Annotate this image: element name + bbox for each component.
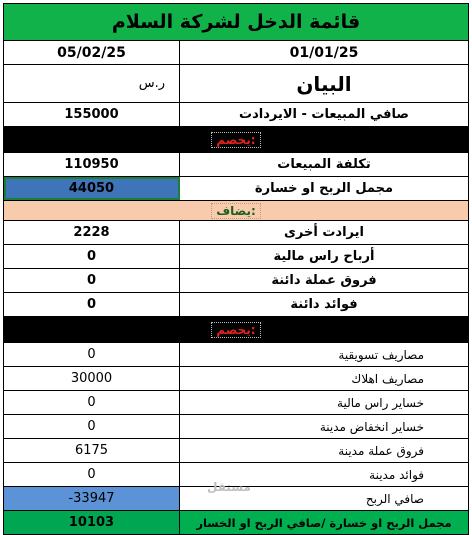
add-section-row xyxy=(4,201,468,221)
deduct-section-row-1 xyxy=(4,127,468,153)
gross-profit-label[interactable]: مجمل الربح او خسارة xyxy=(254,181,394,196)
other-income-row xyxy=(4,221,468,245)
depreciation-label[interactable]: مصاريف اهلاك xyxy=(351,371,424,386)
fx-credit-value[interactable]: 0 xyxy=(4,269,180,292)
gross-profit-value[interactable]: 44050 xyxy=(4,177,180,200)
fx-debit-value[interactable]: 6175 xyxy=(4,439,180,462)
interest-debit-label[interactable]: فوائد مدينة xyxy=(369,467,424,482)
marketing-row xyxy=(4,343,468,367)
total-label[interactable]: مجمل الربح او خسارة /صافي الربح او الخسار xyxy=(180,511,468,534)
cogs-label[interactable]: تكلفة المبيعات xyxy=(277,157,371,172)
add-label-cell[interactable] xyxy=(4,201,468,220)
interest-credit-value[interactable]: 0 xyxy=(4,293,180,316)
title-row xyxy=(4,4,468,41)
income-statement-sheet xyxy=(3,3,469,535)
net-profit-value[interactable]: -33947 xyxy=(4,487,180,510)
marketing-label[interactable]: مصاريف تسويقية xyxy=(338,347,424,362)
bayan-label-cell[interactable]: البيان xyxy=(296,71,352,96)
capital-losses-label[interactable]: خساير راس مالية xyxy=(337,395,424,410)
total-value[interactable]: 10103 xyxy=(4,511,180,534)
fx-debit-row xyxy=(4,439,468,463)
cogs-value[interactable]: 110950 xyxy=(4,153,180,176)
depreciation-row xyxy=(4,367,468,391)
capital-losses-row xyxy=(4,391,468,415)
watermark-logo: مستقل xyxy=(207,480,251,494)
total-row xyxy=(4,511,468,535)
marketing-value[interactable]: 0 xyxy=(4,343,180,366)
capital-gains-row xyxy=(4,245,468,269)
cogs-row xyxy=(4,153,468,177)
date-right-cell[interactable]: 01/01/25 xyxy=(289,44,359,61)
add-label: يضاف: xyxy=(211,203,261,219)
other-income-label[interactable]: ايرادت أخرى xyxy=(284,225,364,240)
bayan-row xyxy=(4,65,468,103)
deduct-label-cell-1[interactable] xyxy=(4,127,468,152)
net-profit-label[interactable]: صافي الربح xyxy=(365,491,424,506)
debit-decline-label[interactable]: خساير انخفاض مدينة xyxy=(319,419,424,434)
deduct-label-1: يخصم: xyxy=(211,132,260,148)
debit-decline-row xyxy=(4,415,468,439)
depreciation-value[interactable]: 30000 xyxy=(4,367,180,390)
other-income-value[interactable]: 2228 xyxy=(4,221,180,244)
net-sales-label[interactable]: صافي المبيعات - الايردادت xyxy=(239,107,409,122)
fx-debit-label[interactable]: فروق عملة مدينة xyxy=(338,443,424,458)
net-sales-row xyxy=(4,103,468,127)
deduct-label-cell-2[interactable] xyxy=(4,317,468,342)
interest-debit-value[interactable]: 0 xyxy=(4,463,180,486)
fx-credit-row xyxy=(4,269,468,293)
date-header-row xyxy=(4,41,468,65)
sheet-title[interactable]: قائمة الدخل لشركة السلام xyxy=(4,4,468,40)
deduct-label-2: يخصم: xyxy=(211,322,260,338)
interest-credit-label[interactable]: فوائد دائنة xyxy=(290,297,358,312)
fx-credit-label[interactable]: فروق عملة دائنة xyxy=(271,273,377,288)
capital-losses-value[interactable]: 0 xyxy=(4,391,180,414)
deduct-section-row-2 xyxy=(4,317,468,343)
currency-cell[interactable]: ر.س xyxy=(4,65,180,102)
date-left-cell[interactable]: 05/02/25 xyxy=(4,41,180,64)
gross-profit-row xyxy=(4,177,468,201)
net-sales-value[interactable]: 155000 xyxy=(4,103,180,126)
debit-decline-value[interactable]: 0 xyxy=(4,415,180,438)
capital-gains-value[interactable]: 0 xyxy=(4,245,180,268)
interest-credit-row xyxy=(4,293,468,317)
capital-gains-label[interactable]: أرباح راس مالية xyxy=(273,249,375,264)
